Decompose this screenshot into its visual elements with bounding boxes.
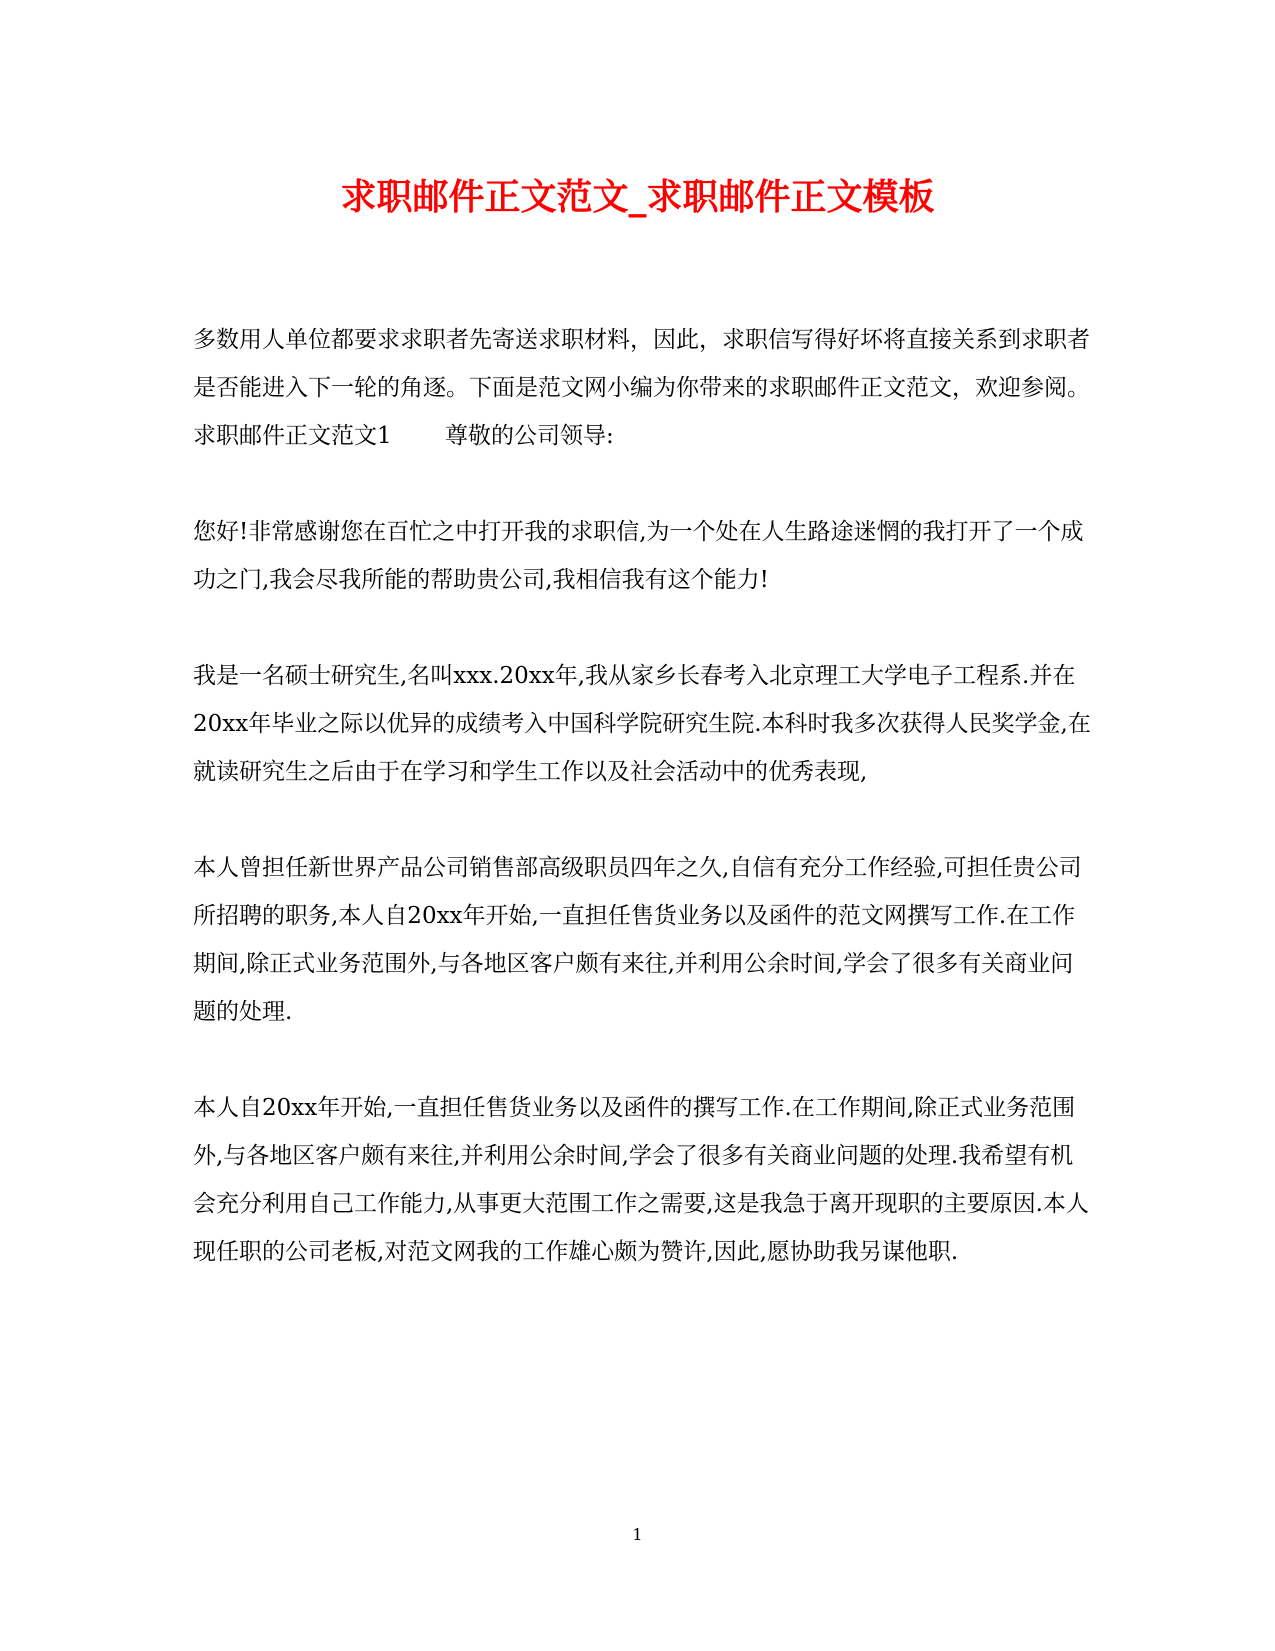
- paragraph-gap: [193, 796, 1093, 844]
- paragraph-gap: [193, 460, 1093, 508]
- body-paragraph-3: 本人曾担任新世界产品公司销售部高级职员四年之久,自信有充分工作经验,可担任贵公司所招聘的职务,本人自20xx年开始,一直担任售货业务以及函件的范文网撰写工作.在工作期间,除正式业务范围外,与各地区客户颇有来往,并利用公余时间,学会了很多有关商业问题的处理.: [193, 855, 1082, 1025]
- sample-heading: 求职邮件正文范文1 尊敬的公司领导:: [193, 423, 614, 449]
- body-paragraph-4: 本人自20xx年开始,一直担任售货业务以及函件的撰写工作.在工作期间,除正式业务范围外,与各地区客户颇有来往,并利用公余时间,学会了很多有关商业问题的处理.我希望有机会充分利用自己工作能力,从事更大范围工作之需要,这是我急于离开现职的主要原因.本人现任职的公司老板,对范文网我的工作雄心颇为赞许,因此,愿协助我另谋他职.: [193, 1095, 1089, 1265]
- paragraph-gap: [193, 1036, 1093, 1084]
- body-paragraph-1: 您好!非常感谢您在百忙之中打开我的求职信,为一个处在人生路途迷惘的我打开了一个成功之门,我会尽我所能的帮助贵公司,我相信我有这个能力!: [193, 519, 1084, 593]
- paragraph-gap: [193, 604, 1093, 652]
- document-body: [193, 316, 1093, 1276]
- page-number: 1: [632, 1525, 643, 1544]
- document-title: 求职邮件正文范文_求职邮件正文模板: [340, 176, 935, 218]
- intro-paragraph: 多数用人单位都要求求职者先寄送求职材料，因此，求职信写得好坏将直接关系到求职者是否能进入下一轮的角逐。下面是范文网小编为你带来的求职邮件正文范文，欢迎参阅。: [193, 327, 1090, 401]
- body-paragraph-2: 我是一名硕士研究生,名叫xxx.20xx年,我从家乡长春考入北京理工大学电子工程系.并在20xx年毕业之际以优异的成绩考入中国科学院研究生院.本科时我多次获得人民奖学金,在就读研究生之后由于在学习和学生工作以及社会活动中的优秀表现,: [193, 663, 1091, 785]
